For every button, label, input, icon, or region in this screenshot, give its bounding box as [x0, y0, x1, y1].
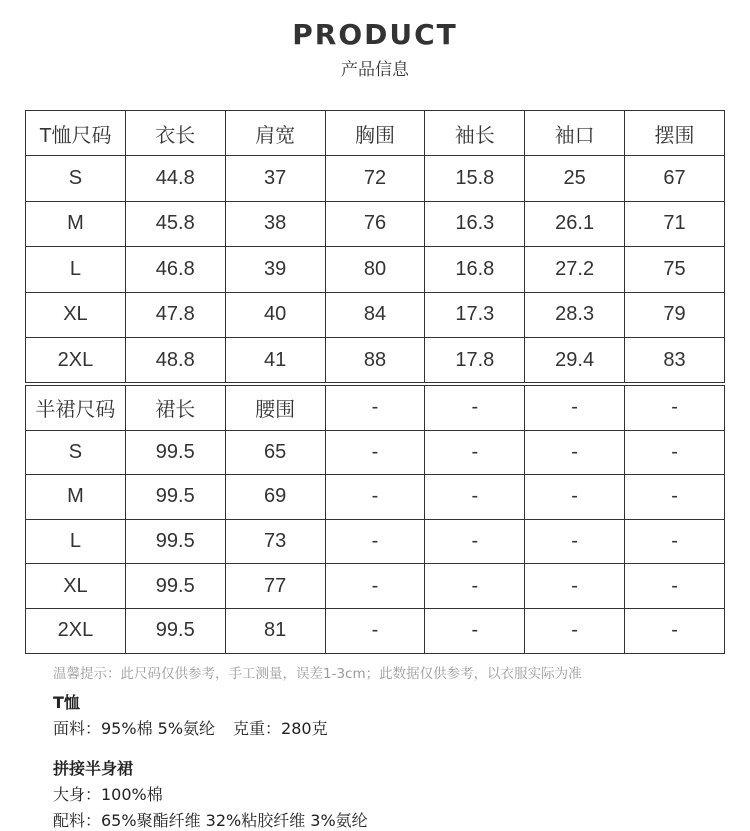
skirt-heading: 拼接半身裙	[53, 759, 134, 778]
table-cell: 腰围	[225, 386, 325, 431]
table-cell: 99.5	[125, 430, 225, 475]
tshirt-weight: 克重：280克	[233, 719, 328, 738]
table-cell: 45.8	[125, 201, 225, 246]
table-cell: 袖长	[425, 111, 525, 156]
table-cell: 99.5	[125, 564, 225, 609]
table-cell: 88	[325, 337, 425, 382]
table-cell: -	[325, 386, 425, 431]
table-cell: 17.8	[425, 337, 525, 382]
tshirt-fabric: 面料：95%棉 5%氨纶	[53, 719, 216, 738]
table-cell: 69	[225, 475, 325, 520]
table-cell: 72	[325, 156, 425, 201]
table-cell: 48.8	[125, 337, 225, 382]
table-cell: S	[26, 156, 126, 201]
table-row	[26, 608, 725, 653]
table-cell: 裙长	[125, 386, 225, 431]
table-cell: 半裙尺码	[26, 386, 126, 431]
table-row	[26, 430, 725, 475]
table-cell: 16.8	[425, 247, 525, 292]
table-cell: XL	[26, 564, 126, 609]
table-cell: -	[625, 475, 725, 520]
tshirt-heading: T恤	[53, 693, 80, 712]
tshirt-table-body	[26, 111, 725, 383]
table-cell: 29.4	[525, 337, 625, 382]
skirt-body-material: 大身：100%棉	[53, 785, 163, 804]
table-row	[26, 475, 725, 520]
table-cell: 84	[325, 292, 425, 337]
table-cell: 44.8	[125, 156, 225, 201]
table-cell: 28.3	[525, 292, 625, 337]
table-cell: 80	[325, 247, 425, 292]
table-cell: -	[625, 519, 725, 564]
table-cell: -	[625, 386, 725, 431]
table-cell: 衣长	[125, 111, 225, 156]
page-title: PRODUCT	[292, 18, 458, 51]
table-cell: 71	[625, 201, 725, 246]
table-cell: 2XL	[26, 337, 126, 382]
table-cell: T恤尺码	[26, 111, 126, 156]
table-cell: 79	[625, 292, 725, 337]
table-cell: -	[525, 386, 625, 431]
table-cell: M	[26, 475, 126, 520]
skirt-trim-material: 配料：65%聚酯纤维 32%粘胶纤维 3%氨纶	[53, 811, 368, 830]
table-cell: XL	[26, 292, 126, 337]
table-row	[26, 337, 725, 382]
tshirt-size-table	[25, 110, 725, 383]
table-cell: -	[425, 564, 525, 609]
table-row	[26, 201, 725, 246]
table-cell: -	[325, 430, 425, 475]
table-cell: 27.2	[525, 247, 625, 292]
table-row	[26, 156, 725, 201]
table-cell: -	[425, 430, 525, 475]
table-cell: 99.5	[125, 608, 225, 653]
size-disclaimer: 温馨提示：此尺码仅供参考，手工测量，误差1-3cm；此数据仅供参考，以衣服实际为准	[53, 666, 582, 682]
table-cell: -	[325, 519, 425, 564]
table-cell: -	[325, 564, 425, 609]
table-cell: 26.1	[525, 201, 625, 246]
table-cell: -	[425, 475, 525, 520]
table-cell: -	[425, 519, 525, 564]
table-cell: 39	[225, 247, 325, 292]
table-cell: L	[26, 519, 126, 564]
table-cell: 73	[225, 519, 325, 564]
table-row	[26, 292, 725, 337]
table-cell: 25	[525, 156, 625, 201]
table-cell: -	[525, 475, 625, 520]
table-cell: 41	[225, 337, 325, 382]
page-subtitle: 产品信息	[341, 60, 409, 80]
table-cell: 15.8	[425, 156, 525, 201]
table-cell: 17.3	[425, 292, 525, 337]
table-cell: -	[325, 475, 425, 520]
table-cell: L	[26, 247, 126, 292]
table-cell: -	[525, 608, 625, 653]
table-cell: 2XL	[26, 608, 126, 653]
table-cell: -	[425, 386, 525, 431]
table-cell: 77	[225, 564, 325, 609]
table-cell: 摆围	[625, 111, 725, 156]
table-cell: -	[525, 519, 625, 564]
table-header-row	[26, 386, 725, 431]
table-cell: -	[625, 608, 725, 653]
table-cell: -	[625, 430, 725, 475]
table-cell: 46.8	[125, 247, 225, 292]
table-cell: M	[26, 201, 126, 246]
table-cell: 16.3	[425, 201, 525, 246]
table-cell: 99.5	[125, 519, 225, 564]
table-cell: -	[525, 430, 625, 475]
table-header-row	[26, 111, 725, 156]
table-cell: 75	[625, 247, 725, 292]
table-cell: -	[625, 564, 725, 609]
table-row	[26, 564, 725, 609]
table-cell: 67	[625, 156, 725, 201]
table-cell: 38	[225, 201, 325, 246]
table-cell: 肩宽	[225, 111, 325, 156]
table-cell: 76	[325, 201, 425, 246]
table-cell: 99.5	[125, 475, 225, 520]
skirt-size-table	[25, 385, 725, 654]
table-cell: 40	[225, 292, 325, 337]
table-cell: -	[525, 564, 625, 609]
table-cell: -	[425, 608, 525, 653]
table-cell: 81	[225, 608, 325, 653]
table-row	[26, 247, 725, 292]
table-cell: 65	[225, 430, 325, 475]
tshirt-material-line	[53, 716, 328, 739]
table-row	[26, 519, 725, 564]
table-cell: S	[26, 430, 126, 475]
skirt-table-body	[26, 386, 725, 654]
table-cell: 胸围	[325, 111, 425, 156]
table-cell: 37	[225, 156, 325, 201]
table-cell: 袖口	[525, 111, 625, 156]
table-cell: 83	[625, 337, 725, 382]
table-cell: -	[325, 608, 425, 653]
table-cell: 47.8	[125, 292, 225, 337]
